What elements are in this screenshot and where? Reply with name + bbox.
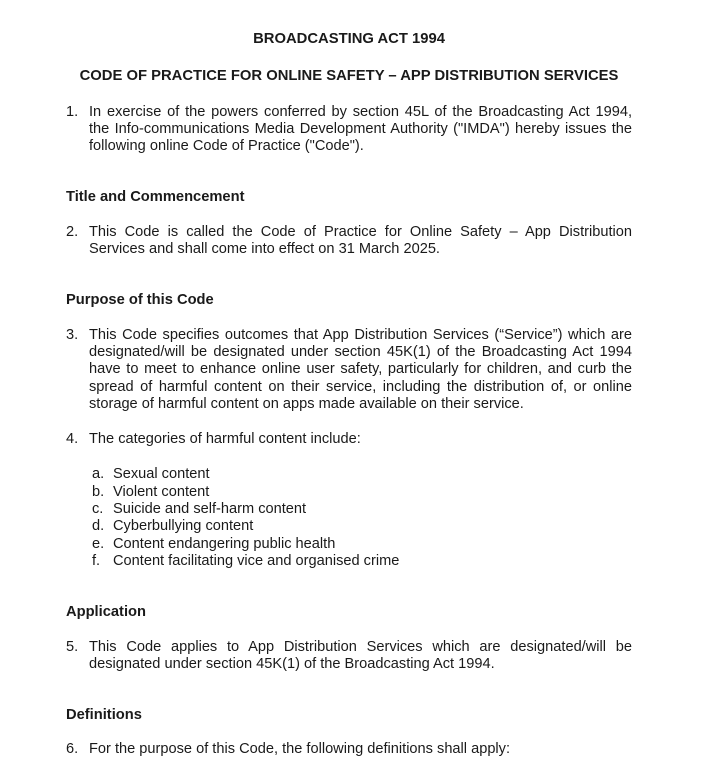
harmful-content-list — [92, 466, 632, 570]
paragraph-4 — [66, 431, 632, 448]
paragraph-4-text: The categories of harmful content include: — [89, 431, 361, 448]
paragraph-1-number: 1. — [66, 103, 79, 120]
paragraph-1-text: In exercise of the powers conferred by section 45L of the Broadcasting Act 1994, the Info-communications Media Development Authority ("IMDA") hereby issues the following online Code of Practice ("Code"). — [89, 103, 632, 155]
paragraph-5-text: This Code applies to App Distribution Services which are designated/will be designated under section 45K(1) of the Broadcasting Act 1994. — [89, 638, 632, 672]
list-item-text: Sexual content — [113, 466, 210, 483]
list-item — [92, 518, 632, 535]
list-item — [92, 501, 632, 518]
list-item-text: Cyberbullying content — [113, 518, 254, 535]
paragraph-5 — [66, 639, 632, 674]
paragraph-2-text: This Code is called the Code of Practice for Online Safety – App Distribution Services and shall come into effect on 31 March 2025. — [89, 223, 632, 258]
paragraph-1 — [66, 104, 632, 156]
list-item-text: Violent content — [113, 483, 210, 500]
paragraph-5-number: 5. — [66, 638, 79, 655]
section-heading-purpose-of-this-code: Purpose of this Code — [66, 292, 214, 309]
list-item-marker: c. — [92, 501, 104, 518]
paragraph-6-number: 6. — [66, 741, 79, 758]
list-item — [92, 536, 632, 553]
paragraph-6-text: For the purpose of this Code, the following definitions shall apply: — [89, 741, 511, 758]
list-item — [92, 484, 632, 501]
paragraph-2-number: 2. — [66, 223, 79, 240]
list-item-marker: b. — [92, 483, 105, 500]
list-item-marker: f. — [92, 552, 101, 569]
list-item-marker: e. — [92, 535, 105, 552]
list-item-text: Content facilitating vice and organised crime — [113, 552, 400, 569]
paragraph-4-number: 4. — [66, 431, 79, 448]
list-item-marker: a. — [92, 466, 105, 483]
list-item-text: Content endangering public health — [113, 535, 336, 552]
list-item-marker: d. — [92, 518, 105, 535]
paragraph-3-number: 3. — [66, 326, 79, 343]
paragraph-3-text: This Code specifies outcomes that App Distribution Services (“Service”) which are designated/will be designated under section 45K(1) of the Broadcasting Act 1994 have to meet to enhance online user safety, particularly for children, and curb the spread of harmful content on their service, including the distribution of, or online storage of harmful content on apps made available on their service. — [89, 326, 632, 412]
list-item — [92, 466, 632, 483]
paragraph-2 — [66, 224, 632, 259]
list-item — [92, 553, 632, 570]
list-item-text: Suicide and self-harm content — [113, 501, 307, 518]
document-subtitle: CODE OF PRACTICE FOR ONLINE SAFETY – APP DISTRIBUTION SERVICES — [79, 68, 619, 85]
section-heading-definitions: Definitions — [66, 707, 142, 724]
paragraph-3 — [66, 327, 632, 413]
section-heading-application: Application — [66, 604, 146, 621]
section-heading-title-and-commencement: Title and Commencement — [66, 189, 245, 206]
paragraph-6 — [66, 741, 632, 758]
document-title: BROADCASTING ACT 1994 — [253, 31, 445, 47]
